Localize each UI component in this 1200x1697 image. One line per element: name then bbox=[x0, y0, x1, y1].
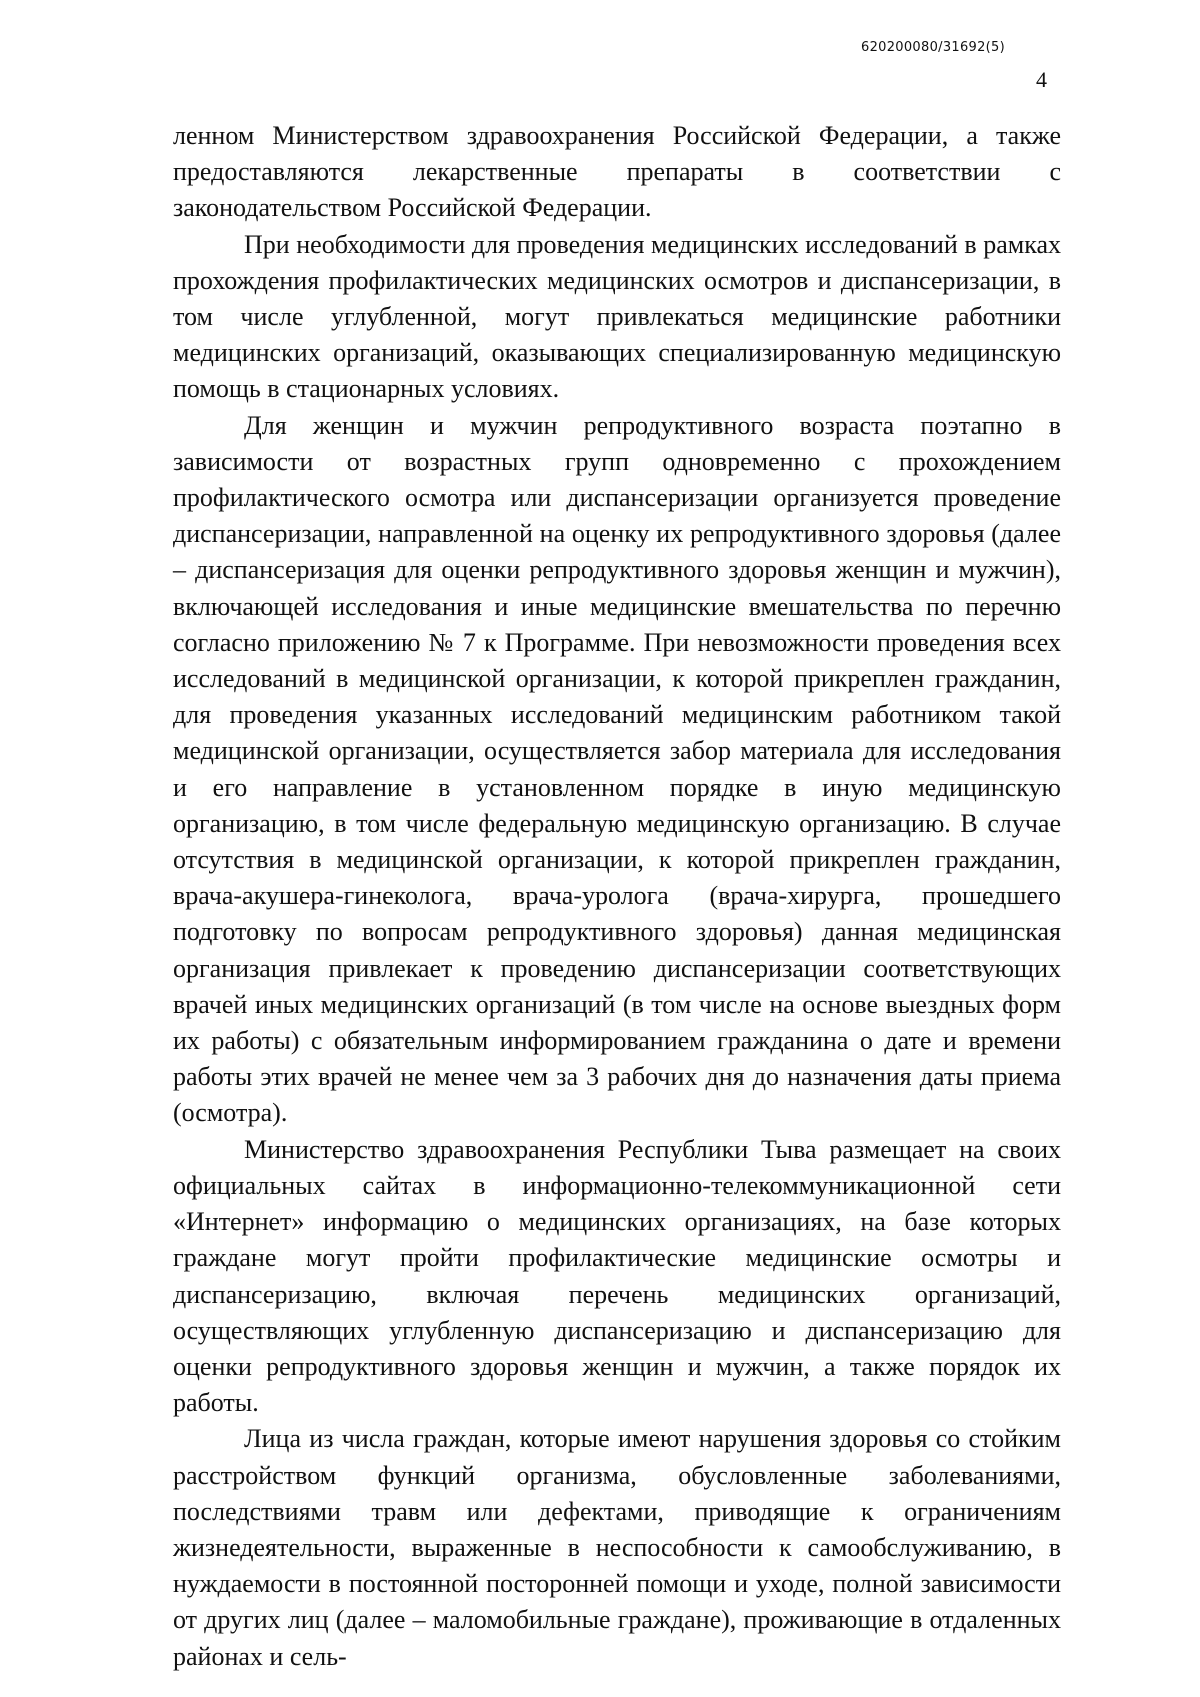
paragraph: Министерство здравоохранения Республики Тыва размещает на своих официальных сайтах в информационно-телекоммуникационной сети «Интернет» информацию о медицинских организациях, на базе которых граждане могут пройти профилактические медицинские осмотры и диспансеризацию, включая перечень медицинских организаций, осуществляющих углубленную диспансеризацию и диспансеризацию для оценки репродуктивного здоровья женщин и мужчин, а также порядок их работы. bbox=[173, 1134, 1061, 1418]
paragraph: Лица из числа граждан, которые имеют нарушения здоровья со стойким расстройством функций организма, обусловленные заболеваниями, последствиями травм или дефектами, приводящие к ограничениям жизнедеятельности, выраженные в неспособности к самообслуживанию, в нуждаемости в постоянной посторонней помощи и уходе, полной зависимости от других лиц (далее – маломобильные граждане), проживающие в отдаленных районах и сель- bbox=[173, 1424, 1061, 1671]
paragraph-continuation: ленном Министерством здравоохранения Российской Федерации, а также предоставляются лекарственные препараты в соответствии с законодательством Российской Федерации. bbox=[173, 121, 1061, 223]
document-body bbox=[173, 118, 1061, 1675]
paragraph: При необходимости для проведения медицинских исследований в рамках прохождения профилактических медицинских осмотров и диспансеризации, в том числе углубленной, могут привлекаться медицинские работники медицинских организаций, оказывающих специализированную медицинскую помощь в стационарных условиях. bbox=[173, 229, 1061, 404]
document-id: 620200080/31692(5) bbox=[861, 40, 1005, 55]
page-number: 4 bbox=[1036, 67, 1047, 92]
paragraph: Для женщин и мужчин репродуктивного возраста поэтапно в зависимости от возрастных групп одновременно с прохождением профилактического осмотра или диспансеризации организуется проведение диспансеризации, направленной на оценку их репродуктивного здоровья (далее – диспансеризация для оценки репродуктивного здоровья женщин и мужчин), включающей исследования и иные медицинские вмешательства по перечню согласно приложению № 7 к Программе. При невозможности проведения всех исследований в медицинской организации, к которой прикреплен гражданин, для проведения указанных исследований медицинским работником такой медицинской организации, осуществляется забор материала для исследования и его направление в установленном порядке в иную медицинскую организацию, в том числе федеральную медицинскую организацию. В случае отсутствия в медицинской организации, к которой прикреплен гражданин, врача-акушера-гинеколога, врача-уролога (врача-хирурга, прошедшего подготовку по вопросам репродуктивного здоровья) данная медицинская организация привлекает к проведению диспансеризации соответствующих врачей иных медицинских организаций (в том числе на основе выездных форм их работы) с обязательным информированием гражданина о дате и времени работы этих врачей не менее чем за 3 рабочих дня до назначения даты приема (осмотра). bbox=[173, 410, 1061, 1128]
